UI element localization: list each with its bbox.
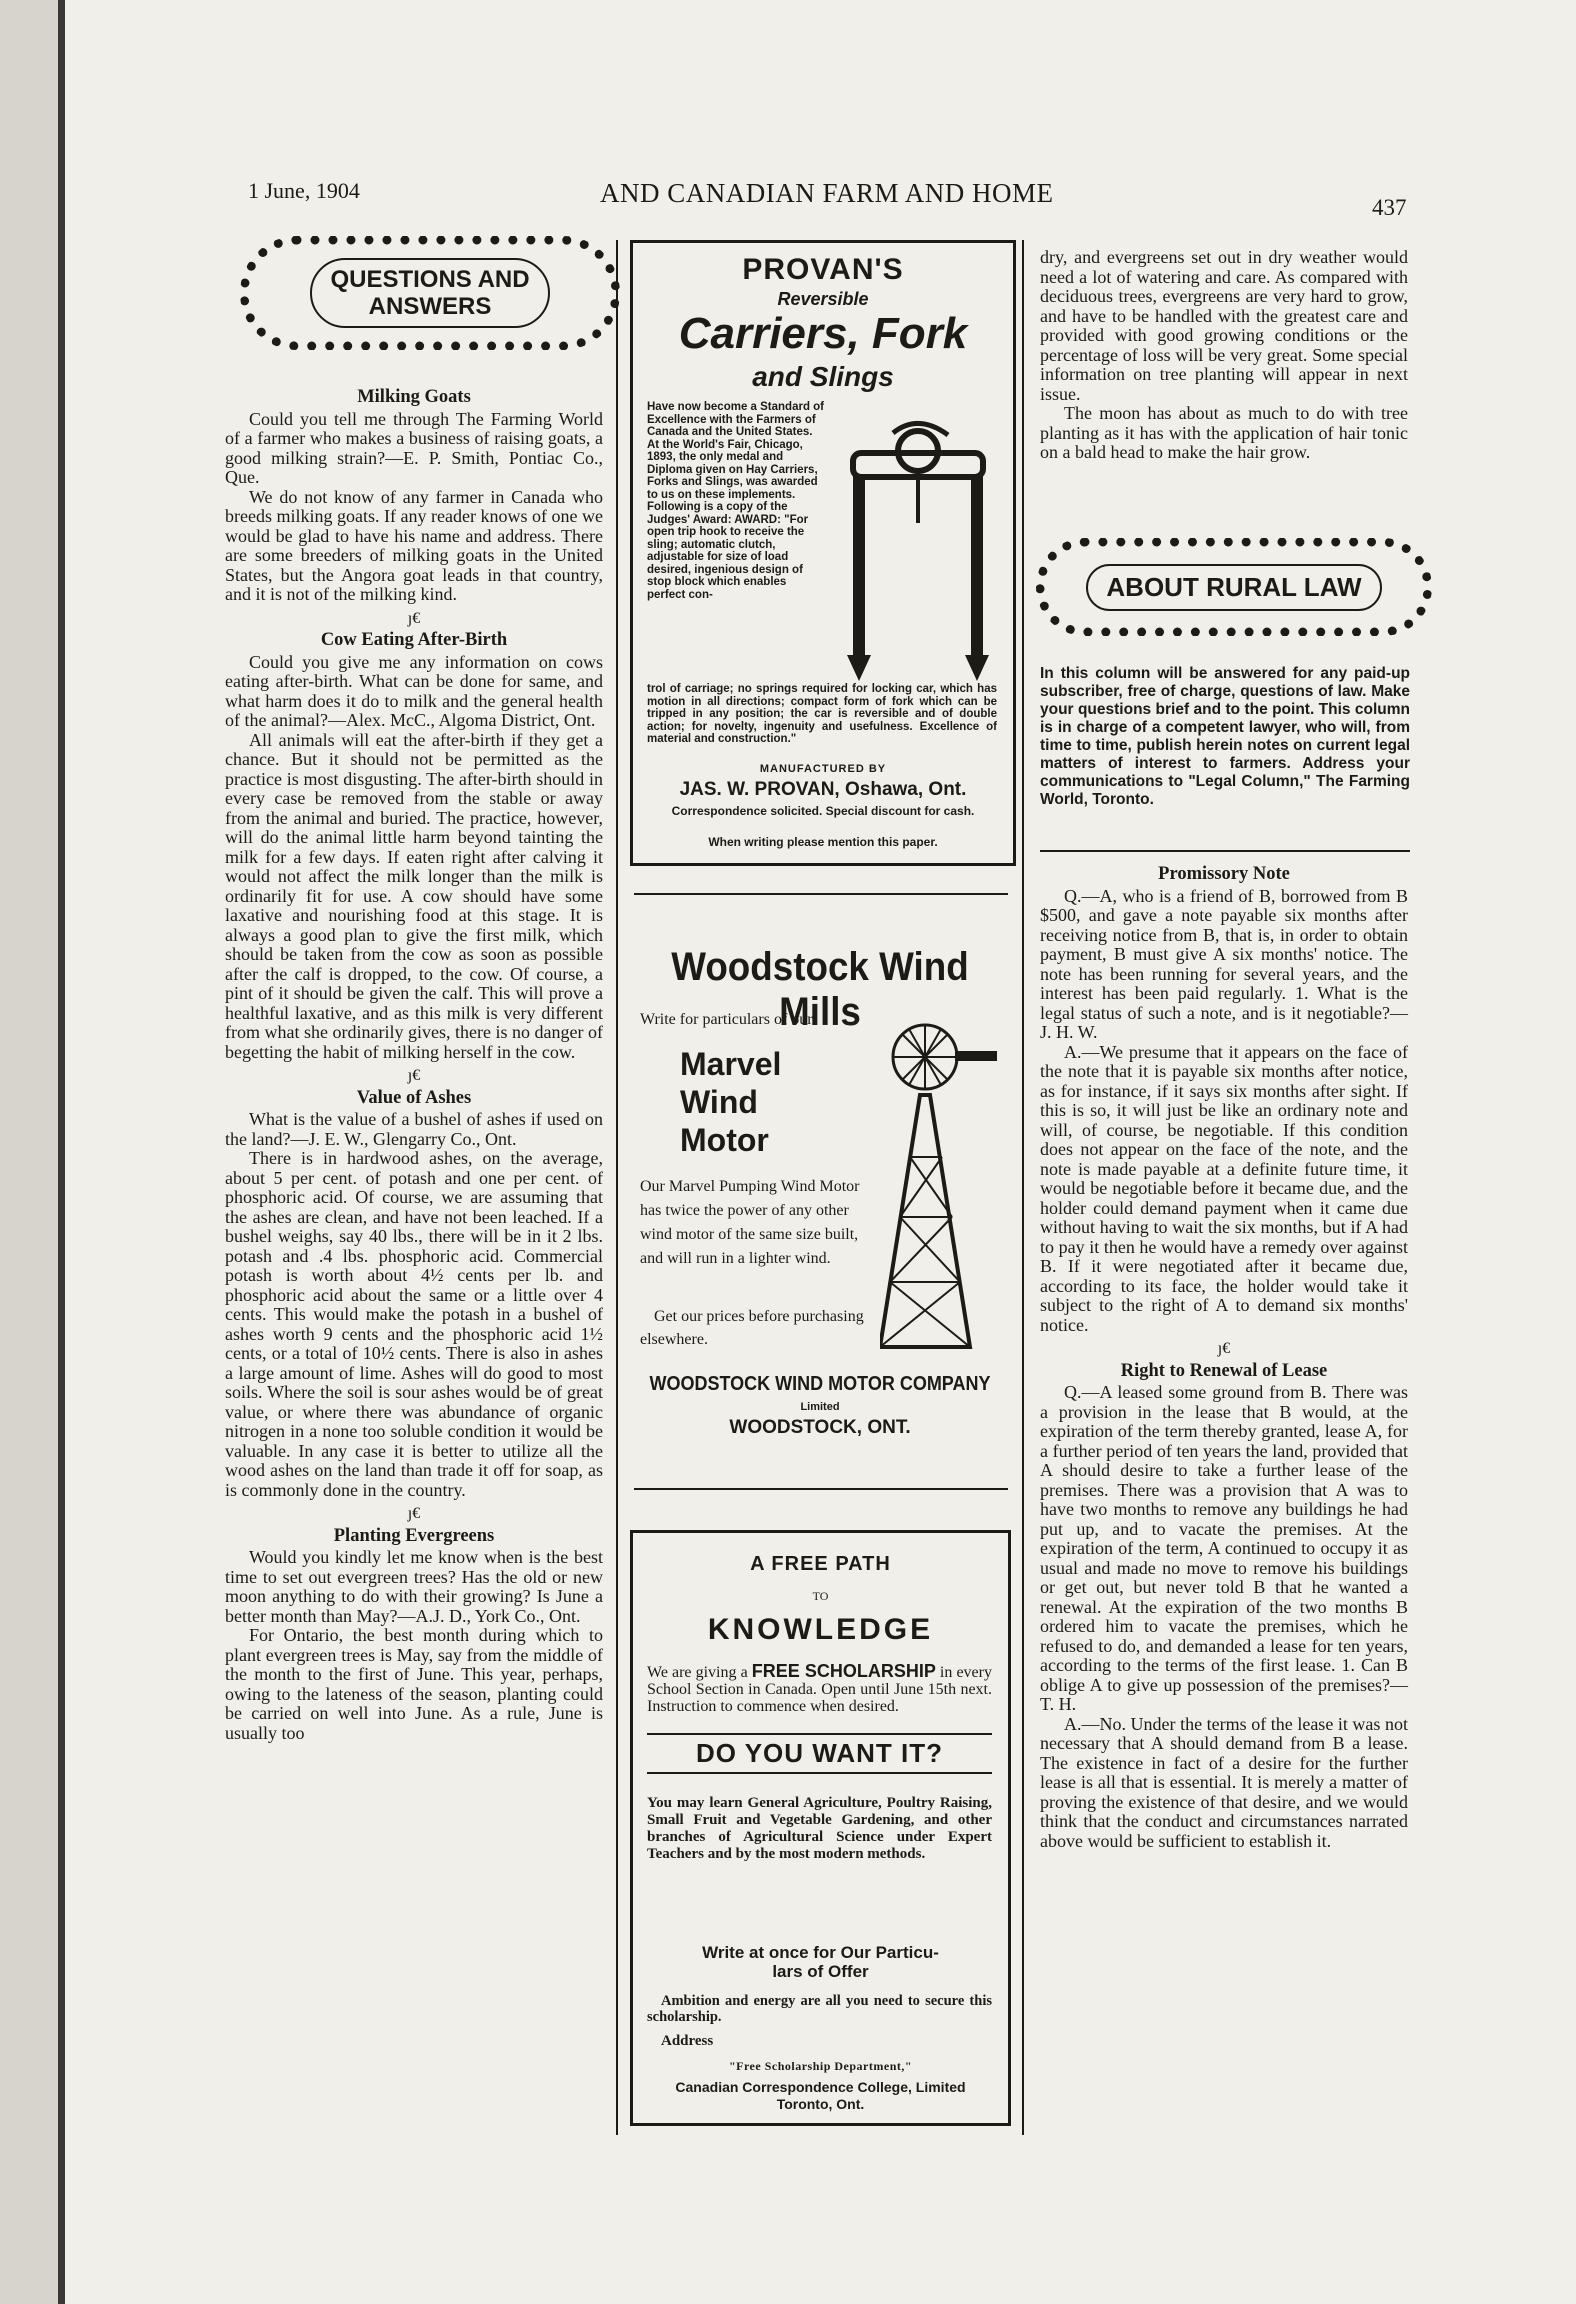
column-divider-right [1022, 240, 1024, 2135]
answer-paragraph: We do not know of any farmer in Canada who breeds milking goats. If any reader knows of one we would be glad to have his name and address. There are some breeders of milking goats in the United States, but the Angora goat leads in that country, and it is not of the milking kind. [225, 486, 603, 604]
about-rural-law-box [1036, 538, 1432, 636]
woodstock-product-l2: Wind [680, 1084, 758, 1120]
issue-date: 1 June, 1904 [248, 178, 360, 203]
article-heading: Milking Goats [357, 387, 471, 407]
section-ornament: ȷ€ [407, 609, 421, 627]
question-paragraph: Q.—A, who is a friend of B, borrowed from B $500, and gave a note payable six months after receiving notice from B, that is, in order to obtain payment, B must give A six months' notice. The note has been running for several years, and the interest has been paid regularly. 1. What is the legal status of such a note, and is it negotiable?—J. H. W. [1040, 885, 1408, 1042]
free-path-knowledge: KNOWLEDGE [707, 1613, 934, 1646]
article-milking-goats [225, 388, 603, 605]
page-number: 437 [1372, 195, 1407, 220]
section-ornament: ȷ€ [1217, 1340, 1231, 1357]
windmill-illustration [880, 1017, 1000, 1357]
article-promissory-note [1040, 865, 1408, 1335]
free-path-ambition: Ambition and energy are all you need to secure this scholarship. [647, 1993, 992, 2025]
provan-maker: JAS. W. PROVAN, Oshawa, Ont. [679, 779, 967, 800]
offer-post: in every School Section in Canada. Open until June 15th next. Instruction to commence when desired. [647, 1664, 992, 1715]
answer-paragraph: There is in hardwood ashes, on the average, about 5 per cent. of potash and one per cent. of phosphoric acid. Of course, we are assuming that the ashes are clean, and have not been leached. If a bushel weighs, say 40 lbs., there will be in it 2 lbs. potash and .4 lbs. phosphoric acid. Commercial potash is worth about 4½ cents per lb. and phosphoric acid about the same or a little over 4 cents. This would make the potash in a bushel of ashes worth 9 cents and the phosphoric acid 1½ cents, or a total of 10½ cents. There is also in ashes a large amount of lime. Ashes will do good to most soils. Where the soil is sour ashes would be of great value, or where there was abundance of organic nitrogen in a none too soluble condition it would be valuable. In any case it is better to utilize all the wood ashes on the land than trade it off for soap, as is commonly done in the country. [225, 1148, 603, 1500]
article-heading: Value of Ashes [356, 1087, 472, 1108]
article-cow-eating-after-birth [225, 631, 603, 1062]
law-column-intro: In this column will be answered for any paid-up subscriber, free of charge, questions of law. Make your questions brief and to the point. This column is in charge of a competent lawyer, who will, from time to time, publish herein notes on current legal matters of interest to farmers. Address your communications to "Legal Column," The Farming World, Toronto. [1040, 665, 1410, 808]
college-line1: Canadian Correspondence College, Limited [675, 2079, 966, 2095]
section-ornament: ȷ€ [407, 1505, 421, 1522]
woodstock-body: Our Marvel Pumping Wind Motor has twice the power of any other wind motor of the same size built, and will run in a lighter wind. [640, 1178, 860, 1267]
answer-paragraph: A.—No. Under the terms of the lease it was not necessary that A should demand from B a lease. The existence in fact of a desire for the further lease is all that is essential. It is merely a matter of proving the existence of that desire, and we would think that the conduct and circumstances narrated above would be sufficient to establish it. [1040, 1713, 1408, 1851]
free-path-learn: You may learn General Agriculture, Poultry Raising, Small Fruit and Vegetable Gardening, and other branches of Agricultural Science under Expert Teachers and by the most modern methods. [647, 1795, 992, 1862]
provan-product-line2: and Slings [752, 361, 894, 392]
write-line2: lars of Offer [772, 1962, 869, 1981]
woodstock-title: Woodstock Wind Mills [671, 945, 969, 1034]
box-title-line1: QUESTIONS AND [330, 266, 530, 293]
free-path-address: Address [661, 2033, 714, 2049]
facing-page-edge [0, 0, 58, 2304]
woodstock-product-l3: Motor [680, 1122, 769, 1158]
provan-note: When writing please mention this paper. [708, 835, 938, 849]
questions-answers-box [240, 236, 620, 350]
woodstock-write: Write for particulars of our [640, 1011, 813, 1028]
woodstock-prices: Get our prices before purchasing elsewhere. [640, 1308, 864, 1348]
offer-pre: We are giving a [647, 1664, 752, 1681]
right-column-top [1040, 248, 1408, 528]
woodstock-product-l1: Marvel [680, 1046, 782, 1082]
free-path-advertisement [630, 1530, 1011, 2126]
article-planting-evergreens [225, 1527, 603, 1744]
right-column-articles [1040, 862, 1408, 1851]
free-path-offer [647, 1663, 992, 1715]
article-value-of-ashes [225, 1089, 603, 1501]
provan-name: PROVAN'S [742, 253, 904, 286]
question-paragraph: Q.—A leased some ground from B. There was a provision in the lease that B would, at the expiration of the term thereby granted, lease A, for a further period of ten years the land, provided that A should desire to take a further lease of the premises. There was a provision that A was to have two months to remove any buildings he had put up, and to vacate the premises. At the expiration of the term, A continued to occupy it as usual and made no move to remove his buildings or get out, but never told B that he wanted a renewal. At the expiration of the two months B ordered him to vacate the premises, which he refused to do, and demanded a lease for ten years, according to the terms of the first lease. 1. Can B oblige A to give up possession of the premises?—T. H. [1040, 1382, 1408, 1714]
box-title-line2: ANSWERS [368, 293, 492, 320]
provan-body-continued: trol of carriage; no springs required for locking car, which has motion in all directions; compact form of fork which can be tripped in any position; the car is reversible and of double action; for novelty, ingenuity and usefulness. Excellence of material and construction." [647, 683, 997, 745]
continuation-paragraph: dry, and evergreens set out in dry weather would need a lot of watering and care. As compared with deciduous trees, evergreens are very hard to grow, and have to be handled with the greatest care and provided with good growing conditions or the percentage of loss will be very great. Some special information on tree planting will appear in next issue. [1040, 247, 1408, 404]
woodstock-advertisement [630, 935, 1010, 1475]
free-path-department: "Free Scholarship Department," [728, 2059, 913, 2073]
provan-advertisement [630, 240, 1016, 866]
woodstock-city: WOODSTOCK, ONT. [729, 1417, 911, 1438]
column-divider-left [616, 240, 618, 2135]
continuation-paragraph: The moon has about as much to do with tree planting as it has with the application of hair tonic on a bald head to make the hair grow. [1040, 403, 1408, 462]
question-paragraph: Could you tell me through The Farming World of a farmer who makes a business of raising goats, a good milking strain?—E. P. Smith, Pontiac Co., Que. [225, 408, 603, 487]
college-line2: Toronto, Ont. [776, 2096, 865, 2112]
free-path-headline: A FREE PATH [750, 1553, 891, 1575]
free-path-write [633, 1943, 1008, 1981]
box-title: ABOUT RURAL LAW [1086, 564, 1381, 611]
article-heading: Planting Evergreens [333, 1525, 495, 1546]
section-ornament: ȷ€ [407, 1067, 421, 1084]
running-title: AND CANADIAN FARM AND HOME [600, 178, 1054, 208]
ad-separator [634, 893, 1008, 895]
article-heading: Promissory Note [1158, 864, 1290, 884]
offer-bold: FREE SCHOLARSHIP [751, 1661, 936, 1681]
provan-product: Carriers, Fork [678, 309, 968, 358]
provan-reversible: Reversible [777, 289, 869, 309]
answer-paragraph: All animals will eat the after-birth if they get a chance. But it should not be permitted as the practice is most disgusting. The after-birth should in every case be removed from the stable or away from the animal and buried. The practice, however, will do the animal little harm beyond tainting the milk for a few days. If eaten right after calving it would not affect the milk longer than the milk is ordinarily fit for use. A cow should have some laxative and nourishing food at this stage. It is always a good plan to give the first milk, which should be taken from the cow as soon as possible after the calf is dropped, to the cow. Of course, a pint of it should be given the calf. This will prove a healthful laxative, and as this milk is very different from what she ordinarily gives, there is no danger of begetting the habit of milking herself in the cow. [225, 729, 603, 1062]
woodstock-limited: Limited [800, 1401, 840, 1413]
question-paragraph: Would you kindly let me know when is the best time to set out evergreen trees? Has the old or new moon anything to do with their growing? Is June a better month than May?—A.J. D., York Co., Ont. [225, 1547, 603, 1626]
article-renewal-of-lease [1040, 1362, 1408, 1852]
free-path-question: DO YOU WANT IT? [647, 1733, 992, 1774]
question-paragraph: Could you give me any information on cows eating after-birth. What can be done for same, and what harm does it do to milk and the general health of the animal?—Alex. McC., Algoma District, Ont. [225, 651, 603, 730]
woodstock-product [680, 1045, 781, 1159]
woodstock-company: WOODSTOCK WIND MOTOR COMPANY [649, 1373, 991, 1395]
article-heading: Right to Renewal of Lease [1120, 1360, 1328, 1381]
provan-manufactured-by: MANUFACTURED BY [759, 763, 887, 775]
free-path-college [633, 2079, 1008, 2113]
intro-rule [1040, 850, 1410, 852]
answer-paragraph: A.—We presume that it appears on the face of the note that it is payable six months after notice, as for instance, if it says six months after sight. If this is so, it will just be like an ordinary note and will, of course, be negotiable. If this condition does not appear on the face of the note, and the note is made payable at a definite future time, it would be negotiable before it became due, and the holder could demand payment when it came due without having to wait the six months, but if A had to pay it then he would have a remedy over against B. If it were negotiated after it became due, according to its face, the holder would take it subject to the right of A to demand six months' notice. [1040, 1041, 1408, 1335]
ad-separator [634, 1488, 1008, 1490]
left-column [225, 385, 603, 1743]
write-line1: Write at once for Our Particu- [702, 1943, 939, 1962]
provan-body: Have now become a Standard of Excellence with the Farmers of Canada and the United States. At the World's Fair, Chicago, 1893, the only medal and Diploma given on Hay Carriers, Forks and Slings, was awarded to us on these implements. Following is a copy of the Judges' Award: AWARD: "For open trip hook to receive the sling; automatic clutch, adjustable for size of load desired, ingenious design of stop block which enables perfect con- [647, 401, 825, 601]
answer-paragraph: For Ontario, the best month during which to plant evergreen trees is May, say from the middle of the month to the first of June. This year, perhaps, owing to the lateness of the season, planting could be carried on well into June. As a rule, June is usually too [225, 1625, 603, 1743]
free-path-to: TO [812, 1589, 829, 1603]
article-heading: Cow Eating After-Birth [320, 630, 508, 650]
hay-fork-illustration [833, 413, 1003, 683]
question-paragraph: What is the value of a bushel of ashes if used on the land?—J. E. W., Glengarry Co., Ont. [225, 1109, 603, 1149]
provan-correspondence: Correspondence solicited. Special discount for cash. [671, 804, 975, 818]
